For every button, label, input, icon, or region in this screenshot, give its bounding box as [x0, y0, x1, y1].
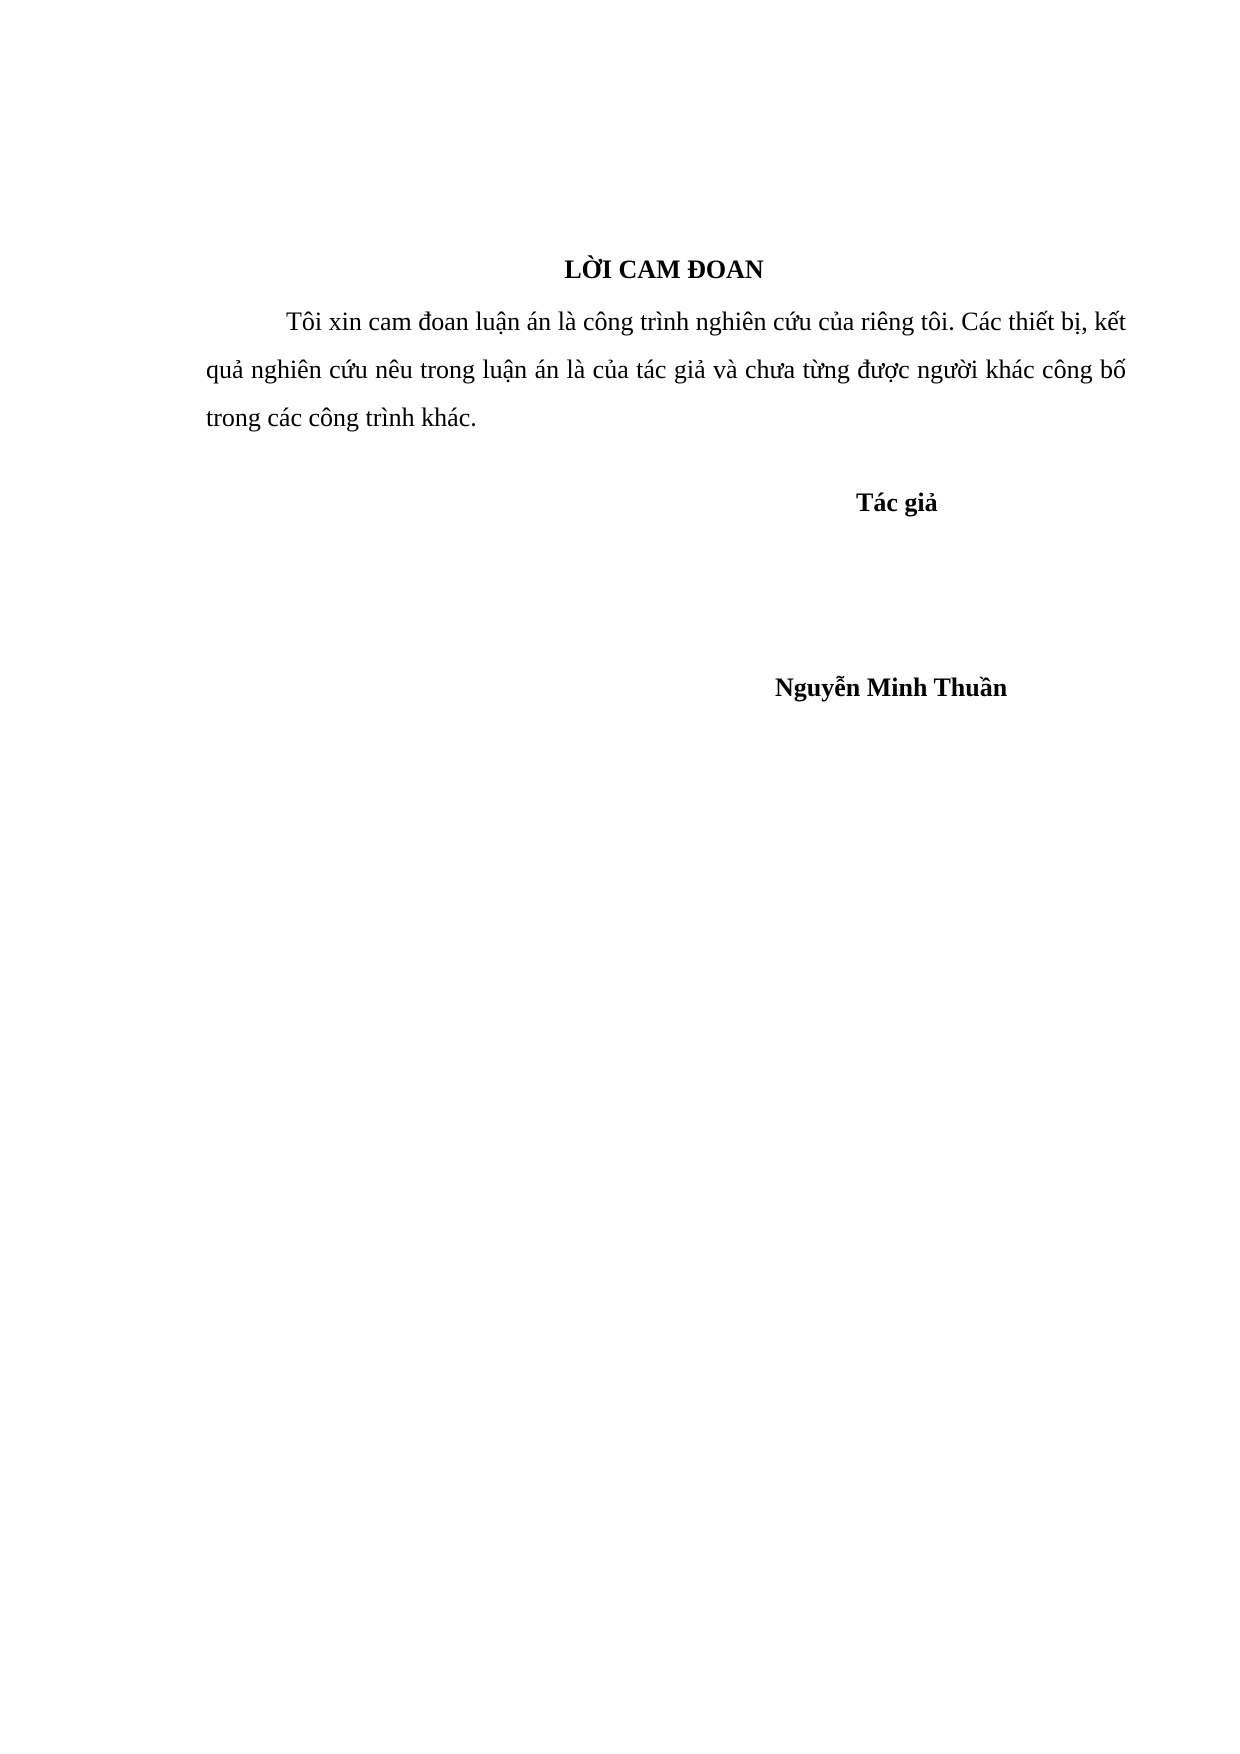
- author-name: Nguyễn Minh Thuần: [775, 673, 1008, 702]
- declaration-paragraph: Tôi xin cam đoan luận án là công trình nghiên cứu của riêng tôi. Các thiết bị, kết quả nghiên cứu nêu trong luận án là của tác giả và chưa từng được người khác công bố trong các công trình khác.: [206, 307, 1126, 432]
- author-label: Tác giả: [856, 488, 938, 517]
- page-title: LỜI CAM ĐOAN: [564, 255, 764, 284]
